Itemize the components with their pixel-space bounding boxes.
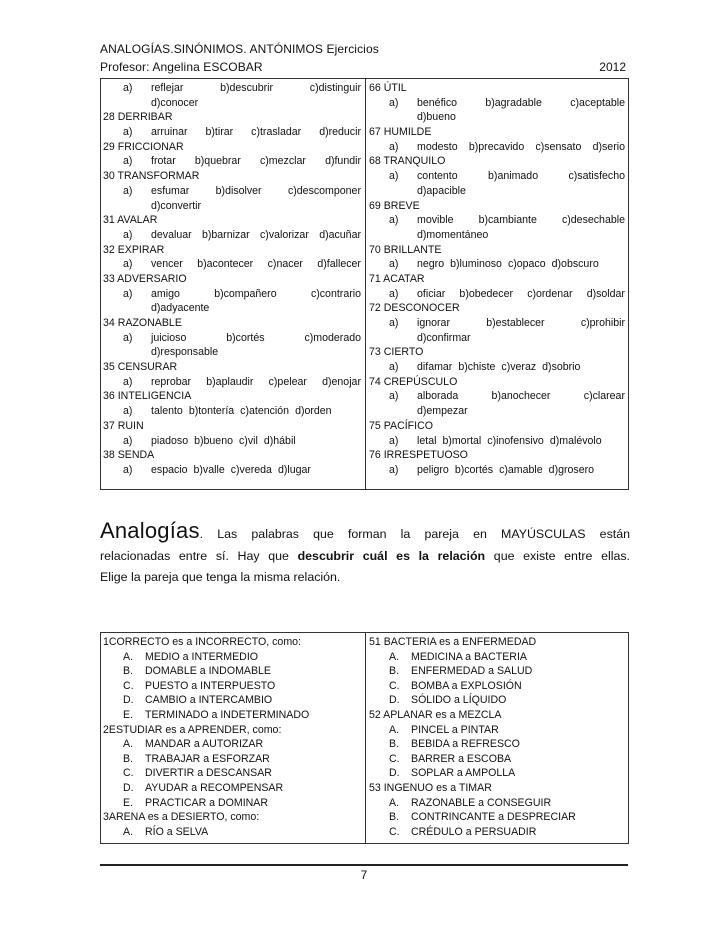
- option-choices: [151, 125, 361, 140]
- option-continuation: d)momentáneo: [417, 228, 489, 241]
- option-choice: d)enojar: [322, 375, 361, 388]
- option-choices: [417, 140, 625, 155]
- option-text: RÍO a SELVA: [145, 825, 209, 838]
- option-choice: reprobar: [151, 375, 192, 388]
- option-line: [369, 257, 625, 272]
- option-choices: [151, 81, 361, 96]
- option-line: [103, 331, 361, 346]
- question-heading: 67 HUMILDE: [369, 126, 432, 139]
- column-divider: [365, 633, 366, 843]
- question-heading: 3ARENA es a DESIERTO, como:: [103, 811, 260, 824]
- option-choice: c)pelear: [268, 375, 307, 388]
- antonyms-left-column: [103, 81, 361, 478]
- option-letter: a): [389, 96, 399, 109]
- option-choice: d)fallecer: [317, 258, 361, 271]
- option-letter: a): [123, 331, 133, 344]
- option-choice: negro: [417, 258, 445, 271]
- option-text: BARRER a ESCOBA: [411, 752, 512, 765]
- option-choice: c)mezclar: [259, 155, 306, 168]
- question-heading: 32 EXPIRAR: [103, 243, 165, 256]
- option-letter: a): [123, 434, 133, 447]
- option-letter: B.: [389, 665, 400, 678]
- question-heading: 38 SENDA: [103, 449, 155, 462]
- document-year: 2012: [599, 60, 626, 74]
- option-continuation: d)convertir: [151, 199, 202, 212]
- option-text: BOMBA a EXPLOSIÓN: [411, 679, 522, 692]
- option-line: [369, 810, 625, 825]
- option-choice: b)animado: [488, 170, 539, 183]
- option-line: [103, 287, 361, 302]
- option-choice: b)obedecer: [459, 287, 514, 300]
- option-text: CRÉDULO a PERSUADIR: [411, 825, 537, 838]
- option-choice: b)barnizar: [201, 228, 250, 241]
- option-choice: b)disolver: [215, 184, 262, 197]
- option-continuation: d)conocer: [151, 96, 199, 109]
- page-number: 7: [360, 868, 368, 882]
- option-text: MEDICINA a BACTERIA: [411, 650, 527, 663]
- option-choice: vencer: [151, 258, 183, 271]
- option-line: [103, 125, 361, 140]
- option-letter: C.: [389, 679, 400, 692]
- option-choice: c)ordenar: [527, 287, 573, 300]
- option-line: [369, 737, 625, 752]
- question-heading: 37 RUIN: [103, 419, 144, 432]
- footer-rule: [100, 864, 628, 866]
- option-choice: alborada: [417, 390, 459, 403]
- option-letter: a): [389, 287, 399, 300]
- option-choice: b)aplaudir: [206, 375, 254, 388]
- option-choice: c)atención: [240, 405, 290, 418]
- option-line: [103, 737, 361, 752]
- option-choice: d)grosero: [548, 463, 595, 476]
- option-choice: c)valorizar: [260, 228, 309, 241]
- option-choice: d)malévolo: [549, 434, 602, 447]
- option-text: MEDIO a INTERMEDIO: [145, 650, 259, 663]
- option-choices: [417, 169, 625, 184]
- analogies-left-column: [103, 635, 361, 839]
- option-line: [103, 257, 361, 272]
- question-heading: 53 INGENUO es a TIMAR: [369, 781, 492, 794]
- option-choice: c)desechable: [561, 214, 625, 227]
- option-text: PUESTO a INTERPUESTO: [145, 679, 276, 692]
- question-heading: 33 ADVERSARIO: [103, 272, 187, 285]
- option-line: [369, 650, 625, 665]
- option-letter: C.: [389, 825, 400, 838]
- question-heading: 28 DERRIBAR: [103, 111, 173, 124]
- column-divider: [365, 79, 366, 489]
- option-choice: d)acuñar: [319, 228, 361, 241]
- question-heading: 73 CIERTO: [369, 346, 424, 359]
- option-choice: b)tirar: [205, 126, 234, 139]
- option-choice: c)contrario: [310, 287, 361, 300]
- option-choice: reflejar: [151, 82, 184, 94]
- option-choice: d)hábil: [263, 434, 296, 447]
- option-choice: movible: [417, 214, 454, 227]
- option-line: [369, 213, 625, 228]
- option-choice: c)trasladar: [251, 126, 302, 139]
- option-choice: juicioso: [151, 331, 187, 344]
- option-line: [369, 434, 625, 449]
- option-choice: peligro: [417, 463, 449, 476]
- option-choices: [151, 463, 361, 478]
- option-continuation: d)adyacente: [151, 302, 210, 315]
- question-heading: 30 TRANSFORMAR: [103, 170, 200, 183]
- option-line: [103, 679, 361, 694]
- option-choices: [417, 96, 625, 111]
- option-choices: [151, 154, 361, 169]
- option-choices: [417, 434, 625, 449]
- option-choice: d)fundir: [325, 155, 361, 168]
- option-line: [103, 708, 361, 723]
- option-line: [103, 434, 361, 449]
- option-line: [103, 81, 361, 96]
- question-heading: 35 CENSURAR: [103, 361, 178, 374]
- option-line: [369, 389, 625, 404]
- option-choice: c)aceptable: [570, 96, 625, 109]
- option-letter: A.: [389, 723, 400, 736]
- option-line: [369, 96, 625, 111]
- option-text: CONTRINCANTE a DESPRECIAR: [411, 811, 576, 824]
- option-line: [369, 360, 625, 375]
- option-choices: [151, 434, 361, 449]
- question-heading: 31 AVALAR: [103, 214, 158, 227]
- option-line: [103, 184, 361, 199]
- question-heading: 75 PACÍFICO: [369, 419, 433, 432]
- option-line: [103, 463, 361, 478]
- option-letter: D.: [123, 781, 134, 794]
- instructions-line-2a: relacionadas entre sí. Hay que: [100, 549, 298, 563]
- option-choices: [417, 360, 625, 375]
- question-heading: 29 FRICCIONAR: [103, 140, 184, 153]
- option-choice: amigo: [151, 287, 180, 300]
- option-letter: a): [123, 463, 133, 476]
- option-choice: c)distinguir: [309, 82, 361, 94]
- question-heading: 69 BREVE: [369, 199, 420, 212]
- option-choice: b)establecer: [486, 317, 545, 329]
- option-choice: frotar: [151, 155, 176, 168]
- option-letter: D.: [389, 694, 400, 707]
- option-choice: espacio: [151, 463, 188, 476]
- option-choice: b)acontecer: [197, 258, 254, 271]
- option-line: [103, 825, 361, 840]
- option-line: [369, 679, 625, 694]
- option-choice: d)obscuro: [551, 258, 599, 271]
- option-choice: b)cambiante: [478, 214, 537, 227]
- option-choice: difamar: [417, 361, 453, 374]
- option-letter: A.: [389, 650, 400, 663]
- option-choice: b)cortés: [226, 331, 265, 344]
- option-letter: D.: [389, 767, 400, 780]
- option-letter: a): [389, 140, 399, 153]
- option-choices: [417, 287, 625, 302]
- option-text: ENFERMEDAD a SALUD: [411, 665, 533, 678]
- option-choice: ignorar: [417, 317, 450, 329]
- option-line: [103, 404, 361, 419]
- option-text: PRACTICAR a DOMINAR: [145, 796, 269, 809]
- question-heading: 72 DESCONOCER: [369, 302, 460, 315]
- option-choice: d)soldar: [586, 287, 625, 300]
- option-choice: c)inofensivo: [487, 434, 544, 447]
- option-choice: c)opaco: [507, 258, 546, 271]
- option-text: BEBIDA a REFRESCO: [411, 738, 520, 751]
- option-letter: B.: [389, 811, 400, 824]
- question-heading: 68 TRANQUILO: [369, 155, 446, 168]
- option-letter: C.: [123, 767, 134, 780]
- option-choice: c)vil: [239, 434, 258, 447]
- option-continuation: d)bueno: [417, 111, 456, 124]
- option-letter: a): [123, 405, 133, 418]
- option-choice: devaluar: [151, 228, 192, 241]
- option-text: PINCEL a PINTAR: [411, 723, 499, 736]
- document-title: ANALOGÍAS.SINÓNIMOS. ANTÓNIMOS Ejercicios: [100, 42, 379, 56]
- question-heading: 51 BACTERIA es a ENFERMEDAD: [369, 636, 537, 648]
- option-line: [369, 169, 625, 184]
- analogies-instructions: [100, 516, 630, 588]
- antonyms-right-column: [369, 81, 625, 478]
- option-continuation: d)responsable: [151, 346, 219, 359]
- option-line: [369, 287, 625, 302]
- option-text: DIVERTIR a DESCANSAR: [145, 767, 272, 780]
- option-choices: [417, 316, 625, 331]
- option-choices: [417, 213, 625, 228]
- option-choices: [151, 287, 361, 302]
- option-line: [103, 693, 361, 708]
- option-choice: d)reducir: [319, 126, 361, 139]
- option-choice: d)sobrio: [542, 361, 581, 374]
- option-letter: A.: [389, 796, 400, 809]
- option-choice: c)amable: [499, 463, 543, 476]
- option-letter: E.: [123, 796, 134, 809]
- option-letter: a): [389, 463, 399, 476]
- option-choice: benéfico: [417, 96, 458, 109]
- option-line: [369, 316, 625, 331]
- option-letter: a): [123, 258, 133, 271]
- question-heading: 70 BRILLANTE: [369, 243, 442, 256]
- option-letter: B.: [123, 752, 134, 765]
- question-heading: 1CORRECTO es a INCORRECTO, como:: [103, 636, 301, 648]
- option-line: [103, 154, 361, 169]
- option-continuation: d)empezar: [417, 405, 468, 418]
- option-choice: b)compañero: [214, 287, 277, 300]
- option-letter: a): [389, 390, 399, 403]
- option-line: [103, 781, 361, 796]
- option-choice: piadoso: [151, 434, 189, 447]
- option-letter: a): [123, 228, 133, 241]
- option-line: [103, 650, 361, 665]
- option-choice: b)descubrir: [220, 82, 274, 94]
- analogies-table: [100, 632, 629, 844]
- option-choices: [151, 257, 361, 272]
- option-letter: a): [123, 155, 133, 168]
- option-choice: talento: [151, 405, 183, 418]
- option-letter: D.: [123, 694, 134, 707]
- option-letter: a): [123, 184, 133, 197]
- option-choices: [417, 257, 625, 272]
- option-text: MANDAR a AUTORIZAR: [145, 738, 264, 751]
- analogies-right-column: [369, 635, 625, 839]
- instructions-line-1: . Las palabras que forman la pareja en MAYÚSCULAS están: [199, 527, 630, 541]
- option-choice: b)chiste: [458, 361, 496, 374]
- option-continuation: d)confirmar: [417, 331, 471, 344]
- option-line: [369, 693, 625, 708]
- professor-name: Profesor: Angelina ESCOBAR: [100, 60, 263, 74]
- antonyms-table: [100, 78, 629, 490]
- option-letter: C.: [389, 752, 400, 765]
- option-letter: a): [389, 258, 399, 271]
- option-choice: modesto: [417, 140, 458, 153]
- question-heading: 71 ACATAR: [369, 272, 425, 285]
- option-text: CAMBIO a INTERCAMBIO: [145, 694, 273, 707]
- option-line: [103, 375, 361, 390]
- option-letter: a): [123, 82, 133, 94]
- instructions-line-2b: que existe entre ellas.: [485, 549, 630, 563]
- option-text: RAZONABLE a CONSEGUIR: [411, 796, 552, 809]
- option-line: [369, 766, 625, 781]
- option-choice: b)bueno: [194, 434, 233, 447]
- option-choice: b)quebrar: [194, 155, 241, 168]
- option-line: [103, 752, 361, 767]
- option-continuation: d)apacible: [417, 184, 466, 197]
- option-letter: A.: [123, 650, 134, 663]
- analogies-heading: Analogías: [100, 518, 200, 543]
- option-text: SOPLAR a AMPOLLA: [411, 767, 516, 780]
- question-heading: 66 ÚTIL: [369, 82, 407, 94]
- option-choice: b)agradable: [485, 96, 542, 109]
- option-choices: [151, 331, 361, 346]
- option-line: [103, 228, 361, 243]
- option-choices: [151, 228, 361, 243]
- option-line: [103, 766, 361, 781]
- option-choice: b)valle: [193, 463, 225, 476]
- question-heading: 2ESTUDIAR es a APRENDER, como:: [103, 723, 282, 736]
- option-choice: c)satisfecho: [568, 170, 625, 183]
- option-letter: B.: [123, 665, 134, 678]
- option-choice: b)tontería: [188, 405, 235, 418]
- option-line: [369, 140, 625, 155]
- option-letter: E.: [123, 708, 134, 721]
- instructions-emphasis: descubrir cuál es la relación: [297, 549, 486, 563]
- option-choice: c)descomponer: [287, 184, 361, 197]
- option-letter: a): [123, 126, 133, 139]
- option-line: [369, 723, 625, 738]
- option-line: [369, 463, 625, 478]
- option-choice: d)lugar: [277, 463, 311, 476]
- option-choice: d)orden: [295, 405, 332, 418]
- option-choice: c)vereda: [230, 463, 272, 476]
- option-choice: b)precavido: [468, 140, 525, 153]
- option-line: [369, 664, 625, 679]
- option-letter: a): [123, 287, 133, 300]
- option-choice: c)prohibir: [580, 317, 625, 329]
- option-letter: a): [123, 375, 133, 388]
- option-text: AYUDAR a RECOMPENSAR: [145, 781, 284, 794]
- option-choice: d)serio: [592, 140, 625, 153]
- instructions-line-3: Elige la pareja que tenga la misma relación.: [100, 570, 341, 584]
- option-choice: c)moderado: [304, 331, 361, 344]
- option-letter: a): [389, 434, 399, 447]
- option-choice: b)cortés: [454, 463, 494, 476]
- option-text: TRABAJAR a ESFORZAR: [145, 752, 270, 765]
- option-choice: c)sensato: [535, 140, 582, 153]
- option-choices: [151, 404, 361, 419]
- option-text: TERMINADO a INDETERMINADO: [145, 708, 310, 721]
- option-line: [369, 752, 625, 767]
- question-heading: 36 INTELIGENCIA: [103, 390, 192, 403]
- option-choice: letal: [417, 434, 437, 447]
- question-heading: 52 APLANAR es a MEZCLA: [369, 708, 502, 721]
- option-line: [369, 825, 625, 840]
- option-text: DOMABLE a INDOMABLE: [145, 665, 271, 678]
- option-choice: oficiar: [417, 287, 446, 300]
- option-letter: a): [389, 214, 399, 227]
- option-line: [103, 796, 361, 811]
- option-letter: a): [389, 317, 399, 329]
- option-choice: c)clarear: [583, 390, 625, 403]
- option-letter: C.: [123, 679, 134, 692]
- option-choice: b)luminoso: [450, 258, 502, 271]
- question-heading: 76 IRRESPETUOSO: [369, 449, 468, 462]
- option-choice: b)mortal: [442, 434, 482, 447]
- option-choices: [151, 184, 361, 199]
- option-choice: contento: [417, 170, 458, 183]
- option-choices: [417, 463, 625, 478]
- question-heading: 34 RAZONABLE: [103, 317, 182, 329]
- option-choice: c)veraz: [501, 361, 537, 374]
- question-heading: 74 CREPÚSCULO: [369, 375, 458, 388]
- option-choices: [417, 389, 625, 404]
- option-choice: c)nacer: [267, 258, 303, 271]
- option-choice: arruinar: [151, 126, 188, 139]
- option-choice: esfumar: [151, 184, 190, 197]
- option-choice: b)anochecer: [491, 390, 551, 403]
- option-letter: A.: [123, 738, 134, 751]
- option-text: SÓLIDO a LÍQUIDO: [411, 694, 507, 707]
- option-choices: [151, 375, 361, 390]
- option-letter: a): [389, 170, 399, 183]
- option-letter: B.: [389, 738, 400, 751]
- option-letter: a): [389, 361, 399, 374]
- option-line: [369, 796, 625, 811]
- option-letter: A.: [123, 825, 134, 838]
- option-line: [103, 664, 361, 679]
